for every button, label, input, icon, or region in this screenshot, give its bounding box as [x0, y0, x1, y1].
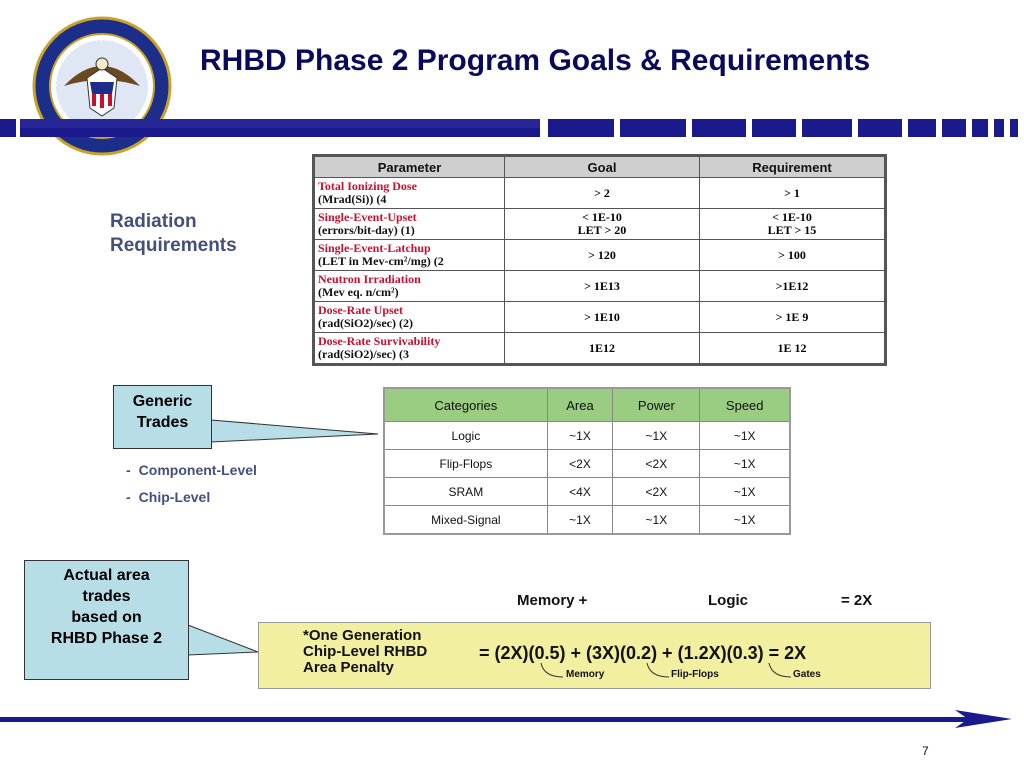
parameter-cell [314, 302, 505, 333]
table-row [384, 506, 790, 535]
requirement-cell: 1E 12 [700, 333, 886, 365]
callout-line: Generic [132, 393, 193, 410]
equation-header-logic: Logic [708, 592, 748, 609]
table-row [314, 209, 886, 240]
parameter-name: Total Ionizing Dose [318, 179, 417, 193]
parameter-cell [314, 333, 505, 365]
trade-level-bullets [126, 457, 257, 511]
goal-cell [505, 209, 700, 240]
area-cell: ~1X [547, 422, 613, 450]
column-header-power: Power [613, 388, 700, 422]
goal-cell: > 1E13 [505, 271, 700, 302]
requirement-line: < 1E-10 [772, 210, 812, 224]
parameter-cell [314, 209, 505, 240]
table-row [384, 478, 790, 506]
area-penalty-label [303, 628, 427, 676]
table-row [314, 178, 886, 209]
parameter-unit: (Mrad(Si)) (4 [318, 192, 387, 206]
column-header-categories: Categories [384, 388, 547, 422]
area-penalty-line: *One Generation [303, 627, 422, 644]
table-header-row [384, 388, 790, 422]
requirement-cell: > 100 [700, 240, 886, 271]
parameter-cell [314, 240, 505, 271]
table-row [314, 240, 886, 271]
column-header-requirement: Requirement [700, 156, 886, 178]
bullet-text: Chip-Level [138, 489, 211, 505]
goal-cell: 1E12 [505, 333, 700, 365]
parameter-name: Single-Event-Upset [318, 210, 417, 224]
table-header-row [314, 156, 886, 178]
callout-line: RHBD Phase 2 [50, 630, 163, 647]
speed-cell: ~1X [700, 506, 790, 535]
power-cell: ~1X [613, 422, 700, 450]
parameter-unit: (rad(SiO2)/sec) (3 [318, 347, 409, 361]
category-cell: Flip-Flops [384, 450, 547, 478]
column-header-parameter: Parameter [314, 156, 505, 178]
table-row [314, 333, 886, 365]
table-row [384, 450, 790, 478]
area-cell: <2X [547, 450, 613, 478]
callout-line: Trades [136, 414, 189, 431]
requirement-cell [700, 209, 886, 240]
power-cell: <2X [613, 478, 700, 506]
power-cell: <2X [613, 450, 700, 478]
title-divider-bar [0, 119, 1024, 137]
parameter-name: Dose-Rate Upset [318, 303, 403, 317]
category-cell: SRAM [384, 478, 547, 506]
bullet-text: Component-Level [138, 462, 257, 478]
goal-cell: > 120 [505, 240, 700, 271]
goal-cell: > 1E10 [505, 302, 700, 333]
callout-line: trades [82, 588, 131, 605]
requirement-line: LET > 15 [767, 223, 817, 237]
formula-note-memory: Memory [566, 669, 605, 680]
equation-header-result: = 2X [841, 592, 873, 609]
area-cell: ~1X [547, 506, 613, 535]
goal-line: LET > 20 [577, 223, 627, 237]
footer-arrow-line [0, 708, 1024, 732]
area-penalty-formula: = (2X)(0.5) + (3X)(0.2) + (1.2X)(0.3) = 2X [479, 643, 807, 663]
radiation-label-line1: Radiation [110, 211, 197, 232]
column-header-area: Area [547, 388, 613, 422]
goal-cell: > 2 [505, 178, 700, 209]
radiation-requirements-label [110, 210, 237, 258]
parameter-unit: (LET in Mev-cm²/mg) (2 [318, 254, 444, 268]
generic-trades-callout [113, 385, 212, 449]
callout-line: based on [71, 609, 142, 626]
area-trades-pointer [188, 625, 258, 655]
table-row [384, 422, 790, 450]
speed-cell: ~1X [700, 450, 790, 478]
column-header-goal: Goal [505, 156, 700, 178]
generic-trades-table [383, 387, 791, 535]
equation-header-memory: Memory + [517, 592, 588, 609]
parameter-cell [314, 178, 505, 209]
formula-note-flip-flops: Flip-Flops [671, 669, 719, 680]
requirement-cell: > 1E 9 [700, 302, 886, 333]
parameter-unit: (Mev eq. n/cm²) [318, 285, 399, 299]
callout-line: Actual area [63, 567, 150, 584]
radiation-requirements-table [312, 154, 887, 366]
bullet-item: - Component-Level [126, 462, 257, 478]
category-cell: Mixed-Signal [384, 506, 547, 535]
parameter-name: Neutron Irradiation [318, 272, 421, 286]
speed-cell: ~1X [700, 478, 790, 506]
area-penalty-line: Area Penalty [303, 659, 394, 676]
table-row [314, 271, 886, 302]
generic-trades-pointer [211, 420, 378, 442]
column-header-speed: Speed [700, 388, 790, 422]
parameter-cell [314, 271, 505, 302]
radiation-label-line2: Requirements [110, 235, 237, 256]
area-cell: <4X [547, 478, 613, 506]
bullet-item: - Chip-Level [126, 489, 211, 505]
actual-area-trades-callout [24, 560, 189, 680]
speed-cell: ~1X [700, 422, 790, 450]
parameter-unit: (errors/bit-day) (1) [318, 223, 415, 237]
table-row [314, 302, 886, 333]
requirement-cell: > 1 [700, 178, 886, 209]
goal-line: < 1E-10 [582, 210, 622, 224]
formula-note-gates: Gates [793, 669, 821, 680]
requirement-cell: >1E12 [700, 271, 886, 302]
area-penalty-formula-box [258, 622, 931, 689]
page-number: 7 [922, 744, 929, 758]
parameter-unit: (rad(SiO2)/sec) (2) [318, 316, 413, 330]
category-cell: Logic [384, 422, 547, 450]
power-cell: ~1X [613, 506, 700, 535]
slide-title: RHBD Phase 2 Program Goals & Requirements [200, 44, 871, 77]
parameter-name: Dose-Rate Survivability [318, 334, 441, 348]
parameter-name: Single-Event-Latchup [318, 241, 431, 255]
area-penalty-line: Chip-Level RHBD [303, 643, 428, 660]
